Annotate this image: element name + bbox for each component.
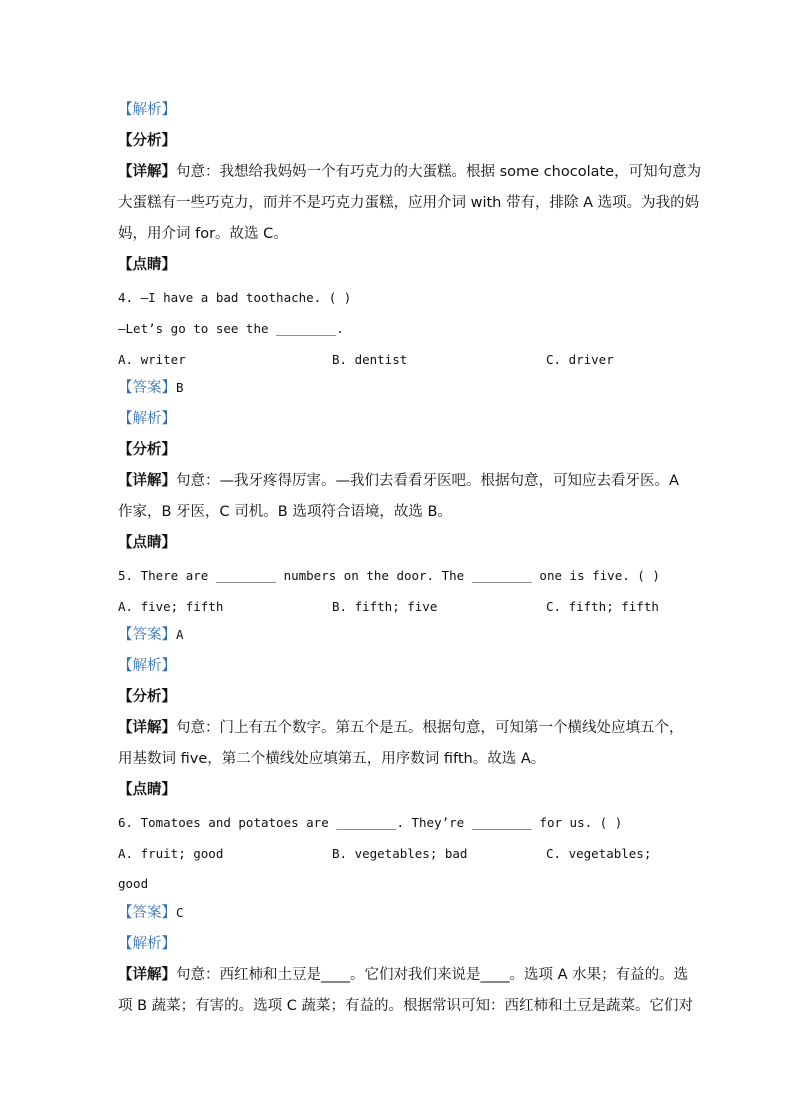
q4-jiexi-label: 【解析】: [118, 411, 176, 427]
q4-detail-text-1: 句意：—我牙疼得厉害。—我们去看看牙医吧。根据句意，可知应去看牙医。A: [176, 473, 679, 489]
q3-detail-line-3: 妈，用介词 for。故选 C。: [118, 226, 288, 242]
q5-stem-line-1: 5. There are ________ numbers on the door. The ________ one is five. ( ): [118, 568, 660, 583]
q4-stem-line-1: 4. —I have a bad toothache. ( ): [118, 290, 352, 305]
q6-xiangjie-label: 【详解】: [118, 967, 176, 983]
q5-detail-line-2: 用基数词 five，第二个横线处应填第五，用序数词 fifth。故选 A。: [118, 751, 546, 767]
q4-stem-line-2: —Let’s go to see the ________.: [118, 321, 344, 336]
q4-answer-line: [118, 378, 184, 398]
q4-answer-value: B: [176, 380, 184, 395]
q5-fenxi-label: 【分析】: [118, 689, 176, 705]
dianjing-label: 【点睛】: [118, 257, 176, 273]
q5-detail-line-1: [118, 718, 684, 738]
jiexi-label: 【解析】: [118, 102, 176, 118]
q6-option-c-continued: good: [118, 876, 149, 891]
q6-jiexi-label: 【解析】: [118, 936, 176, 952]
q5-jiexi-label: 【解析】: [118, 658, 176, 674]
q4-fenxi-label: 【分析】: [118, 442, 176, 458]
q5-option-a: A. five; fifth: [118, 599, 224, 614]
q4-detail-line-2: 作家，B 牙医，C 司机。B 选项符合语境，故选 B。: [118, 504, 452, 520]
q4-option-c: C. driver: [546, 352, 614, 367]
q6-answer-value: C: [176, 905, 184, 920]
q5-option-c: C. fifth; fifth: [546, 599, 659, 614]
q5-answer-value: A: [176, 627, 184, 642]
q3-detail-text-1: 句意：我想给我妈妈一个有巧克力的大蛋糕。根据 some chocolate，可知句意为: [176, 164, 702, 180]
daan-label: 【答案】: [118, 380, 176, 396]
q6-detail-line-2: 项 B 蔬菜；有害的。选项 C 蔬菜；有益的。根据常识可知：西红柿和土豆是蔬菜。它们对: [118, 998, 694, 1014]
q4-detail-line-1: [118, 471, 679, 491]
q6-option-c: C. vegetables;: [546, 846, 652, 861]
xiangjie-label: 【详解】: [118, 164, 176, 180]
q4-option-a: A. writer: [118, 352, 186, 367]
q3-detail-line-2: 大蛋糕有一些巧克力，而并不是巧克力蛋糕，应用介词 with 带有，排除 A 选项。为我的妈: [118, 195, 700, 211]
q4-option-b: B. dentist: [332, 352, 408, 367]
q5-option-b: B. fifth; five: [332, 599, 438, 614]
q6-stem-line-1: 6. Tomatoes and potatoes are ________. They’re ________ for us. ( ): [118, 815, 623, 830]
q6-answer-line: [118, 903, 184, 923]
fenxi-label: 【分析】: [118, 133, 176, 149]
q3-detail-line-1: [118, 162, 701, 182]
q6-daan-label: 【答案】: [118, 905, 176, 921]
q6-detail-text-1: 句意：西红柿和土豆是____。它们对我们来说是____。选项 A 水果；有益的。选: [176, 967, 689, 983]
q5-xiangjie-label: 【详解】: [118, 720, 176, 736]
q5-daan-label: 【答案】: [118, 627, 176, 643]
q5-answer-line: [118, 625, 184, 645]
q4-dianjing-label: 【点睛】: [118, 535, 176, 551]
q5-dianjing-label: 【点睛】: [118, 782, 176, 798]
q6-option-a: A. fruit; good: [118, 846, 224, 861]
q6-option-b: B. vegetables; bad: [332, 846, 468, 861]
q6-detail-line-1: [118, 965, 688, 985]
q5-detail-text-1: 句意：门上有五个数字。第五个是五。根据句意，可知第一个横线处应填五个，: [176, 720, 684, 736]
q4-xiangjie-label: 【详解】: [118, 473, 176, 489]
